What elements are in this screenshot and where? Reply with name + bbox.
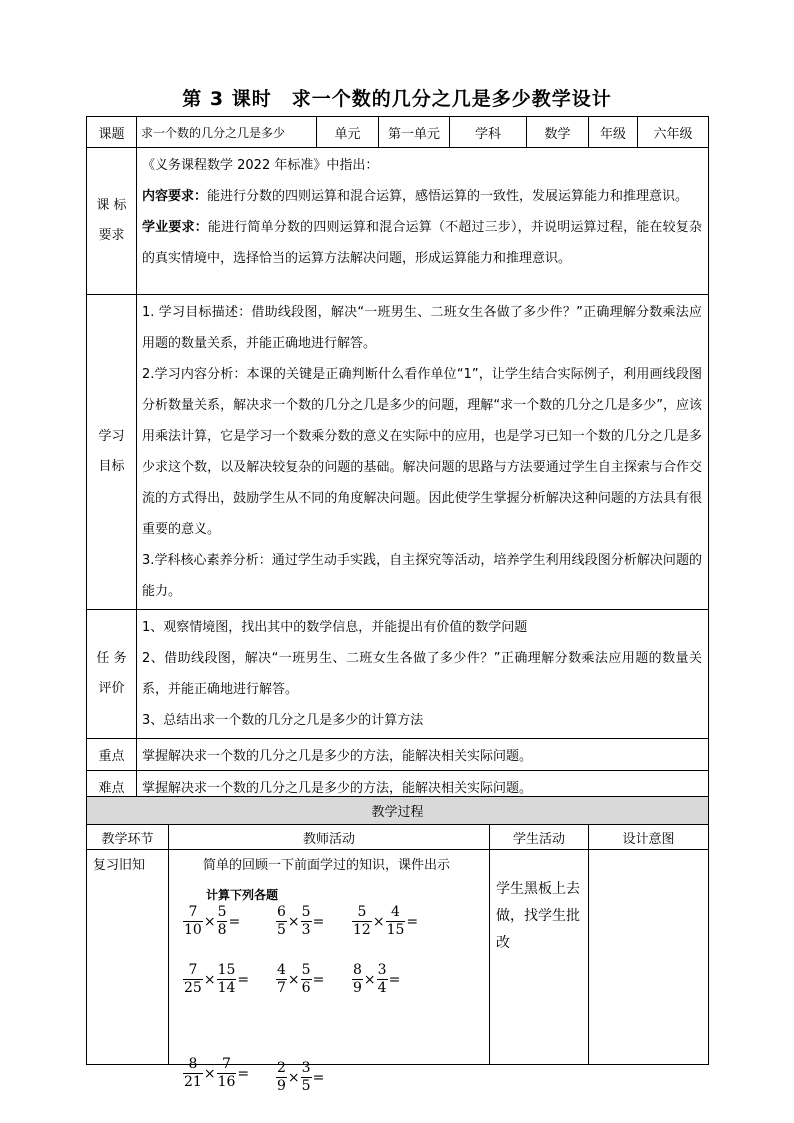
fraction <box>301 962 312 997</box>
fraction <box>217 962 237 997</box>
standards-content <box>137 148 709 295</box>
design-intent <box>589 850 709 1065</box>
goals-label: 学习 目标 <box>87 295 137 610</box>
content-requirement-text: 能进行分数的四则运算和混合运算，感悟运算的一致性，发展运算能力和推理意识。 <box>207 189 689 204</box>
key-point-text: 掌握解决求一个数的几分之几是多少的方法，能解决相关实际问题。 <box>137 739 709 771</box>
standards-label: 课 标 要求 <box>87 148 137 295</box>
exercise-item <box>352 904 419 939</box>
standards-intro: 《义务课程数学 2022 年标准》中指出： <box>142 158 379 173</box>
fraction <box>301 904 312 939</box>
fraction <box>183 1056 203 1091</box>
topic-value: 求一个数的几分之几是多少 <box>137 117 317 148</box>
exercise-title: 计算下列各题 <box>206 888 279 902</box>
numerator: 5 <box>301 962 311 978</box>
denominator: 5 <box>277 922 286 938</box>
exercise-item <box>276 962 325 997</box>
student-activity: 学生黑板上去做，找学生批改 <box>490 850 589 1065</box>
numerator: 2 <box>277 1060 286 1076</box>
col-teacher: 教师活动 <box>169 825 490 850</box>
denominator: 25 <box>184 980 202 996</box>
grade-label: 年级 <box>589 117 638 148</box>
fraction <box>301 1060 312 1095</box>
exercise-item <box>183 904 241 939</box>
equals-sign: = <box>388 971 401 988</box>
numerator: 4 <box>277 962 286 978</box>
tasks-content <box>137 610 709 739</box>
col-step: 教学环节 <box>87 825 169 850</box>
col-intent: 设计意图 <box>589 825 709 850</box>
equals-sign: = <box>312 971 325 988</box>
denominator: 8 <box>217 922 227 938</box>
goal-paragraph-2: 2.学习内容分析：本课的关键是正确判断什么看作单位“1”，让学生结合实际例子，利用画线段图分析数量关系，解决求一个数的几分之几是多少的问题，理解“求一个数的几分之几是多少”，应该用乘法计算，它是学习一个数乘分数的意义在实际中的应用，也是学习已知一个数的几分之几是多少求这个数，以及解决较复杂的问题的基础。解决问题的思路与方法要通过学生自主探索与合作交流的方式得出，鼓励学生从不同的角度解决问题。因此使学生掌握分析解决这种问题的方法具有很重要的意义。 <box>142 367 702 537</box>
times-sign: × <box>203 971 216 988</box>
times-sign: × <box>287 971 300 988</box>
numerator: 3 <box>301 1060 311 1076</box>
equals-sign: = <box>237 1065 250 1082</box>
unit-label: 单元 <box>317 117 379 148</box>
denominator: 16 <box>217 1074 236 1090</box>
numerator: 15 <box>217 962 236 978</box>
denominator: 5 <box>301 1078 311 1094</box>
col-student: 学生活动 <box>490 825 589 850</box>
numerator: 8 <box>183 1056 203 1074</box>
topic-label: 课题 <box>87 117 137 148</box>
fraction <box>183 962 203 997</box>
times-sign: × <box>203 1065 216 1082</box>
tasks-label: 任 务 评价 <box>87 610 137 739</box>
numerator: 5 <box>217 904 227 920</box>
times-sign: × <box>363 971 376 988</box>
fraction <box>276 904 287 939</box>
goal-paragraph-3: 3.学科核心素养分析：通过学生动手实践，自主探究等活动，培养学生利用线段图分析解决问题的能力。 <box>142 553 702 599</box>
numerator: 5 <box>301 904 311 920</box>
fraction <box>352 962 363 997</box>
times-sign: × <box>372 913 385 930</box>
numerator: 5 <box>352 904 372 922</box>
fraction <box>276 1060 287 1095</box>
denominator: 14 <box>217 980 236 996</box>
equals-sign: = <box>228 913 241 930</box>
content-requirement-key: 内容要求： <box>142 189 208 204</box>
equals-sign: = <box>312 1069 325 1086</box>
fraction <box>217 904 228 939</box>
equals-sign: = <box>406 913 419 930</box>
numerator: 8 <box>353 962 362 978</box>
fraction <box>276 962 287 997</box>
numerator: 4 <box>386 904 406 922</box>
exercise-item <box>352 962 401 997</box>
task-item: 2、借助线段图，解决“一班男生、二班女生各做了多少件？”正确理解分数乘法应用题的数量关系，并能正确地进行解答。 <box>142 651 702 697</box>
lesson-info-table <box>86 116 709 802</box>
denominator: 6 <box>301 980 311 996</box>
fraction <box>377 962 388 997</box>
denominator: 21 <box>184 1074 202 1090</box>
process-heading: 教学过程 <box>87 797 709 825</box>
academic-requirement-key: 学业要求： <box>142 220 208 235</box>
subject-label: 学科 <box>450 117 527 148</box>
denominator: 10 <box>184 922 202 938</box>
denominator: 9 <box>353 980 362 996</box>
exercise-item <box>183 1056 250 1091</box>
unit-value: 第一单元 <box>379 117 450 148</box>
denominator: 7 <box>277 980 286 996</box>
numerator: 3 <box>377 962 387 978</box>
subject-value: 数学 <box>527 117 589 148</box>
task-item: 1、观察情境图，找出其中的数学信息，并能提出有价值的数学问题 <box>142 620 528 635</box>
teacher-intro: 简单的回顾一下前面学过的知识，课件出示 <box>203 858 451 873</box>
numerator: 7 <box>183 962 203 980</box>
fraction <box>386 904 406 939</box>
teacher-activity <box>169 850 490 1065</box>
times-sign: × <box>287 1069 300 1086</box>
exercise-item <box>276 904 325 939</box>
numerator: 6 <box>277 904 286 920</box>
goal-paragraph-1: 1. 学习目标描述：借助线段图，解决“一班男生、二班女生各做了多少件？”正确理解分数乘法应用题的数量关系，并能正确地进行解答。 <box>142 305 702 351</box>
equals-sign: = <box>237 971 250 988</box>
denominator: 15 <box>386 922 405 938</box>
exercise-item <box>276 1060 325 1095</box>
denominator: 9 <box>277 1078 286 1094</box>
numerator: 7 <box>183 904 203 922</box>
denominator: 4 <box>377 980 387 996</box>
goals-content <box>137 295 709 610</box>
exercise-item <box>183 962 250 997</box>
page-title: 第 3 课时 求一个数的几分之几是多少教学设计 <box>182 88 612 110</box>
grade-value: 六年级 <box>638 117 709 148</box>
fraction <box>352 904 372 939</box>
difficulty-label: 难点 <box>87 771 137 802</box>
denominator: 12 <box>353 922 371 938</box>
numerator: 7 <box>217 1056 237 1074</box>
difficulty-text: 掌握解决求一个数的几分之几是多少的方法，能解决相关实际问题。 <box>137 771 709 802</box>
equals-sign: = <box>312 913 325 930</box>
academic-requirement-text: 能进行简单分数的四则运算和混合运算（不超过三步），并说明运算过程，能在较复杂的真实情境中，选择恰当的运算方法解决问题，形成运算能力和推理意识。 <box>142 220 702 266</box>
times-sign: × <box>287 913 300 930</box>
fraction <box>217 1056 237 1091</box>
times-sign: × <box>203 913 216 930</box>
denominator: 3 <box>301 922 311 938</box>
task-item: 3、总结出求一个数的几分之几是多少的计算方法 <box>142 713 424 728</box>
key-point-label: 重点 <box>87 739 137 771</box>
fraction <box>183 904 203 939</box>
step-name: 复习旧知 <box>87 850 169 1065</box>
